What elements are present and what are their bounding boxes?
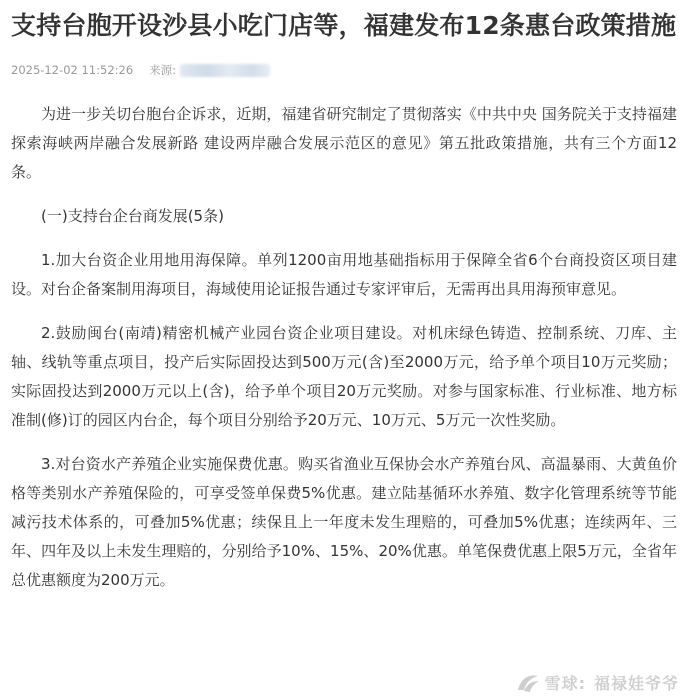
paragraph-item-2: 2.鼓励闽台(南靖)精密机械产业园台资企业项目建设。对机床绿色铸造、控制系统、刀库、主轴、线轨等重点项目，投产后实际固投达到500万元(含)至2000万元，给予单个项目10万元奖励；实际固投达到2000万元以上(含)，给予单个项目20万元奖励。对参与国家标准、行业标准、地方标准制(修)订的园区内台企，每个项目分别给予20万元、10万元、5万元一次性奖励。 — [11, 324, 677, 429]
source-name-blurred — [180, 64, 270, 77]
publish-time: 2025-12-02 11:52:26 — [11, 63, 134, 77]
source-label: 来源: — [149, 63, 177, 77]
paragraph-item-3: 3.对台资水产养殖企业实施保费优惠。购买省渔业互保协会水产养殖台风、高温暴雨、大黄鱼价格等类别水产养殖保险的，可享受签单保费5%优惠。建立陆基循环水养殖、数字化管理系统等节能减污技术体系的，可叠加5%优惠；续保且上一年度未发生理赔的，可叠加5%优惠；连续两年、三年、四年及以上未发生理赔的，分别给予10%、15%、20%优惠。单笔保费优惠上限5万元，全省年总优惠额度为200万元。 — [11, 455, 677, 589]
article — [11, 0, 677, 610]
watermark-brand: 雪球: — [544, 674, 586, 693]
xueqiu-logo-icon — [515, 672, 541, 694]
watermark-author: 福禄娃爷爷 — [593, 674, 679, 693]
paragraph-section-heading: (一)支持台企台商发展(5条) — [41, 207, 224, 225]
article-title: 支持台胞开设沙县小吃门店等，福建发布12条惠台政策措施 — [11, 11, 677, 40]
paragraph-intro: 为进一步关切台胞台企诉求，近期，福建省研究制定了贯彻落实《中共中央 国务院关于支持福建探索海峡两岸融合发展新路 建设两岸融合发展示范区的意见》第五批政策措施，共有三个方面12条。 — [11, 105, 677, 181]
article-meta — [11, 60, 677, 80]
paragraph-item-1: 1.加大台资企业用地用海保障。单列1200亩用地基础指标用于保障全省6个台商投资区项目建设。对台企备案制用海项目，海域使用论证报告通过专家评审后，无需再出具用海预审意见。 — [11, 251, 677, 298]
xueqiu-watermark — [515, 671, 679, 694]
article-body — [11, 100, 677, 595]
